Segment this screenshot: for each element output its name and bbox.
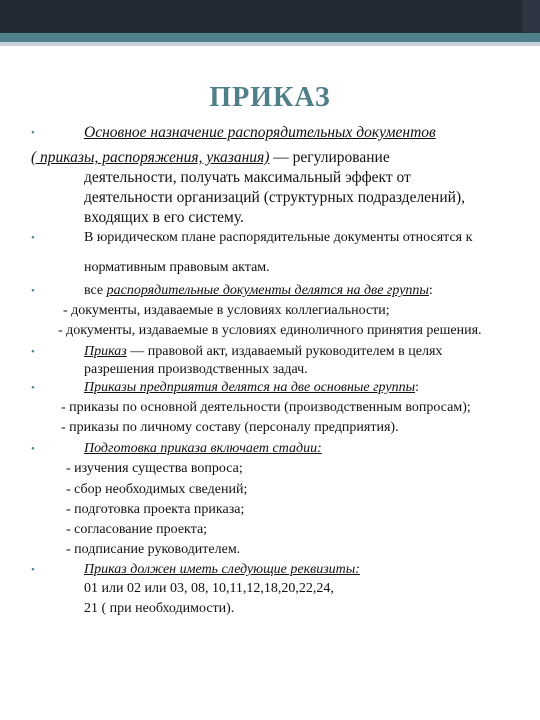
bullet-marker: • [31,285,35,297]
bullet-3-line-1-emph: распорядительные документы делятся на две группы [106,283,429,298]
bullet-4-line-1-rest: — правовой акт, издаваемый руководителем в целях [126,344,443,359]
bullet-1-line-2-italic: ( приказы, распоряжения, указания) [31,149,270,166]
bullet-5-line-1 [84,379,419,397]
bullet-1-line-4: деятельности организаций (структурных подразделений), [84,189,465,206]
bullet-1-line-3: деятельности, получать максимальный эффект от [84,169,411,186]
bullet-5-line-2: - приказы по основной деятельности (производственным вопросам); [61,400,471,415]
bullet-2-line-2: нормативным правовым актам. [84,260,270,275]
bullet-marker: • [31,127,35,139]
bullet-4-line-2: разрешения производственных задач. [84,362,308,377]
bullet-3-line-1 [84,282,433,300]
bullet-6-line-1: Подготовка приказа включает стадии: [84,441,322,456]
bullet-marker: • [31,564,35,576]
bullet-3-line-1-lead: все [84,283,107,298]
header-accent-stripe [0,33,540,42]
bullet-1-line-2-rest: — регулирование [269,149,390,166]
stage-item: - подписание руководителем. [66,542,241,557]
bullet-marker: • [31,346,35,358]
bullet-5-line-1-colon: : [415,380,419,395]
bullet-7-line-1: Приказ должен иметь следующие реквизиты: [84,562,360,577]
bullet-1-line-5: входящих в его систему. [84,209,244,226]
bullet-7-line-2: 01 или 02 или 03, 08, 10,11,12,18,20,22,24, [84,581,334,596]
bullet-3-line-3: - документы, издаваемые в условиях единоличного принятия решения. [58,323,482,338]
stage-item: - согласование проекта; [66,522,208,537]
bullet-1-line-2 [31,149,390,167]
header-light-stripe [0,42,540,46]
page-title: ПРИКАЗ [209,82,331,113]
bullet-marker: • [31,382,35,394]
bullet-3-line-2: - документы, издаваемые в условиях коллегиальности; [63,303,390,318]
stage-item: - подготовка проекта приказа; [66,502,245,517]
bullet-2-line-1: В юридическом плане распорядительные документы относятся к [84,230,473,245]
stage-item: - сбор необходимых сведений; [66,482,248,497]
stage-item: - изучения существа вопроса; [66,461,243,476]
bullet-7-line-3: 21 ( при необходимости). [84,601,235,616]
bullet-5-line-3: - приказы по личному составу (персоналу предприятия). [61,420,399,435]
bullet-3-line-1-colon: : [428,283,433,298]
bullet-4-line-1 [84,343,442,361]
bullet-1-line-1: Основное назначение распорядительных документов [84,124,436,141]
bullet-5-line-1-emph: Приказы предприятия делятся на две основные группы [84,380,416,395]
bullet-marker: • [31,443,35,455]
bullet-marker: • [31,232,35,244]
bullet-4-line-1-emph: Приказ [84,344,127,359]
